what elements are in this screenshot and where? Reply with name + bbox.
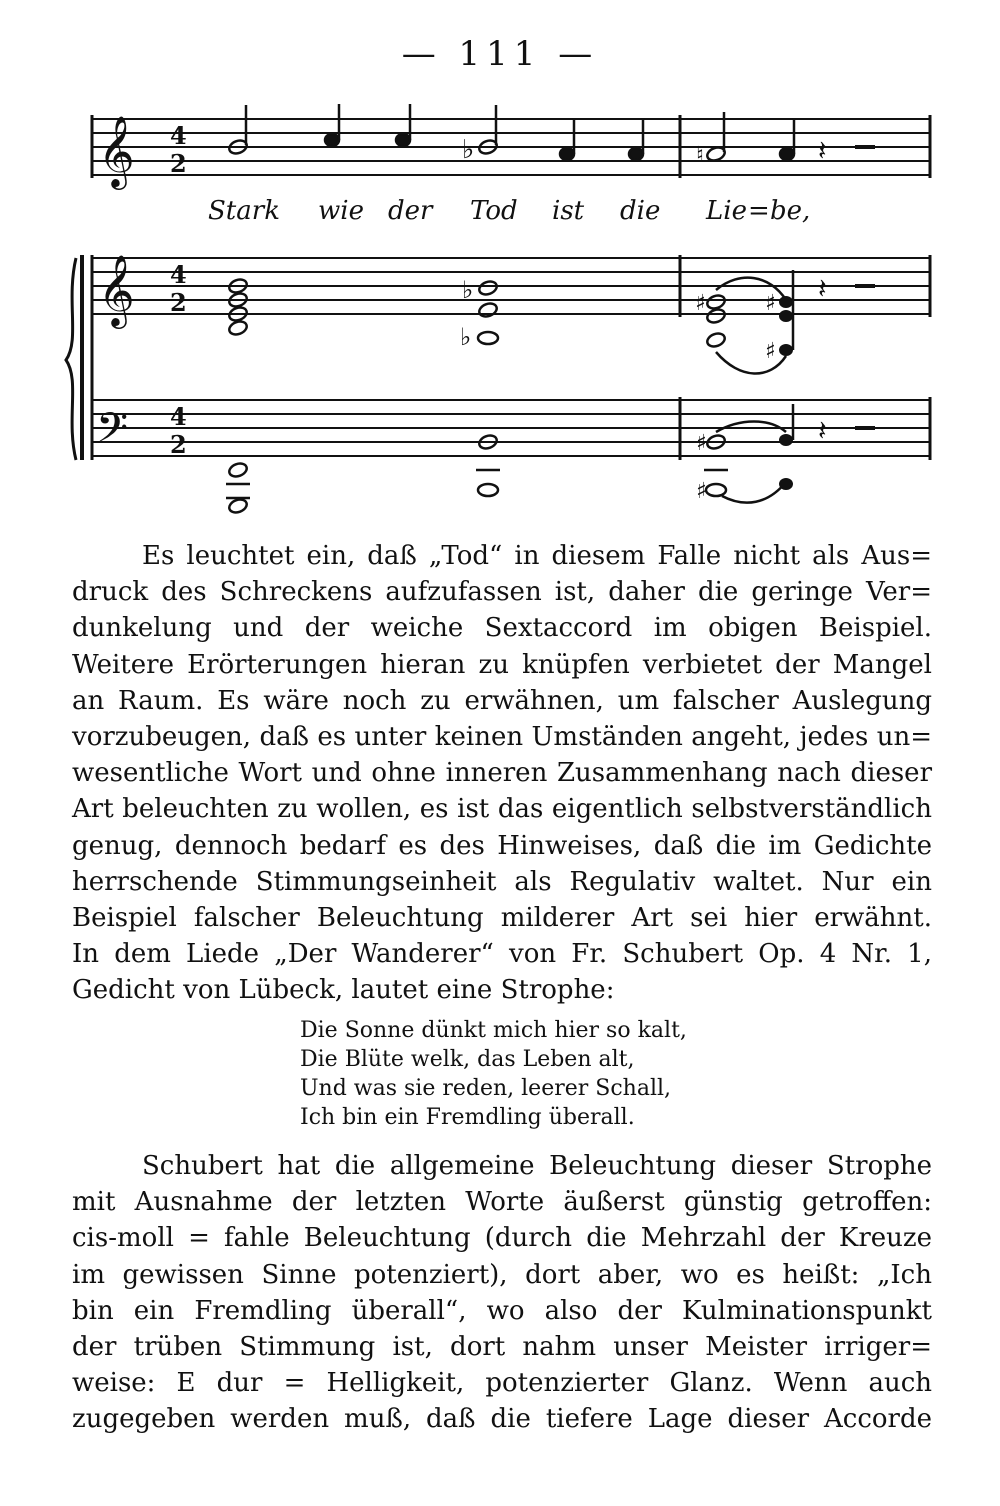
treble-clef-icon: 𝄞 (98, 253, 135, 326)
lyric-syllable: Lie (706, 196, 747, 226)
text-line: Es leuchtet ein, daß „Tod“ in diesem Falle nicht als Aus= (142, 541, 932, 571)
time-sig-bottom: 2 (170, 430, 187, 459)
text-line: der trüben Stimmung ist, dort nahm unser Meister irriger= (72, 1332, 932, 1363)
svg-text:𝄽: 𝄽 (818, 272, 827, 305)
page-number: — 111 — (401, 34, 599, 74)
svg-text:♭: ♭ (462, 135, 475, 165)
poem-line: Und was sie reden, leerer Schall, (300, 1076, 672, 1101)
poem-line: Ich bin ein Fremdling überall. (300, 1105, 635, 1130)
time-sig-top: 4 (170, 121, 187, 150)
treble-clef-icon: 𝄞 (98, 114, 135, 187)
text-line: zugegeben werden muß, daß die tiefere Lage dieser Accorde (72, 1404, 932, 1435)
svg-text:♯: ♯ (696, 479, 707, 504)
text-line: bin ein Fremdling überall“, wo also der Kulminationspunkt (72, 1295, 932, 1326)
text-line: weise: E dur = Helligkeit, potenzierter Glanz. Wenn auch (72, 1368, 932, 1399)
lyric-syllable: Stark (208, 196, 280, 226)
time-sig-top: 4 (170, 402, 187, 431)
time-sig-bottom: 2 (170, 288, 187, 317)
poem-stanza (300, 1016, 687, 1132)
lyric-syllable: = (748, 196, 770, 226)
paragraph-2 (72, 1148, 932, 1438)
text-line: mit Ausnahme der letzten Worte äußerst günstig getroffen: (72, 1187, 932, 1218)
text-line: vorzubeugen, daß es unter keinen Umständen angeht, jedes un= (72, 722, 932, 753)
text-line: Beispiel falscher Beleuchtung milderer Art sei hier erwähnt. (72, 903, 932, 934)
text-line: Gedicht von Lübeck, lautet eine Strophe: (72, 975, 615, 1006)
music-score (0, 0, 1000, 530)
lyric-syllable: der (388, 196, 433, 226)
text-line: wesentliche Wort und ohne inneren Zusammenhang nach dieser (72, 758, 932, 789)
text-line: Schubert hat die allgemeine Beleuchtung dieser Strophe (142, 1151, 932, 1181)
svg-text:♭: ♭ (462, 276, 474, 304)
lyric-syllable: wie (318, 196, 364, 226)
text-line: im gewissen Sinne potenziert), dort aber, wo es heißt: „Ich (72, 1259, 932, 1290)
time-sig-bottom: 2 (170, 149, 187, 178)
piano-bass-staff (92, 397, 930, 460)
poem-line: Die Sonne dünkt mich hier so kalt, (300, 1018, 687, 1043)
lyric-syllable: die (620, 196, 661, 226)
text-line: cis-moll = fahle Beleuchtung (durch die Mehrzahl der Kreuze (72, 1223, 932, 1254)
bass-clef-icon: 𝄢 (96, 404, 129, 462)
svg-text:♯: ♯ (765, 339, 776, 364)
text-line: Art beleuchten zu wollen, es ist das eigentlich selbstverständlich (72, 794, 932, 825)
poem-line: Die Blüte welk, das Leben alt, (300, 1047, 635, 1072)
text-line: Weitere Erörterungen hieran zu knüpfen verbietet der Mangel (72, 649, 932, 680)
paragraph-1 (72, 538, 932, 1009)
lyric-syllable: be, (770, 196, 811, 226)
voice-staff (92, 115, 930, 178)
piano-treble-staff (92, 255, 930, 317)
svg-text:♭: ♭ (460, 323, 472, 351)
text-line: an Raum. Es wäre noch zu erwähnen, um falscher Auslegung (72, 685, 932, 716)
svg-text:𝄽: 𝄽 (818, 414, 827, 447)
lyric-syllable: ist (552, 196, 585, 226)
svg-text:𝄽: 𝄽 (818, 134, 827, 167)
text-line: herrschende Stimmungseinheit als Regulativ waltet. Nur ein (72, 866, 932, 897)
svg-text:♮: ♮ (696, 143, 704, 168)
text-line: In dem Liede „Der Wanderer“ von Fr. Schubert Op. 4 Nr. 1, (72, 939, 932, 970)
svg-text:♯: ♯ (696, 431, 707, 456)
svg-text:♯: ♯ (695, 291, 706, 316)
text-line: druck des Schreckens aufzufassen ist, daher die geringe Ver= (72, 577, 932, 608)
time-sig-top: 4 (170, 260, 187, 289)
svg-text:♯: ♯ (765, 291, 776, 316)
text-line: genug, dennoch bedarf es des Hinweises, daß die im Gedichte (72, 830, 932, 861)
text-line: dunkelung und der weiche Sextaccord im obigen Beispiel. (72, 613, 932, 644)
lyric-syllable: Tod (470, 196, 518, 226)
